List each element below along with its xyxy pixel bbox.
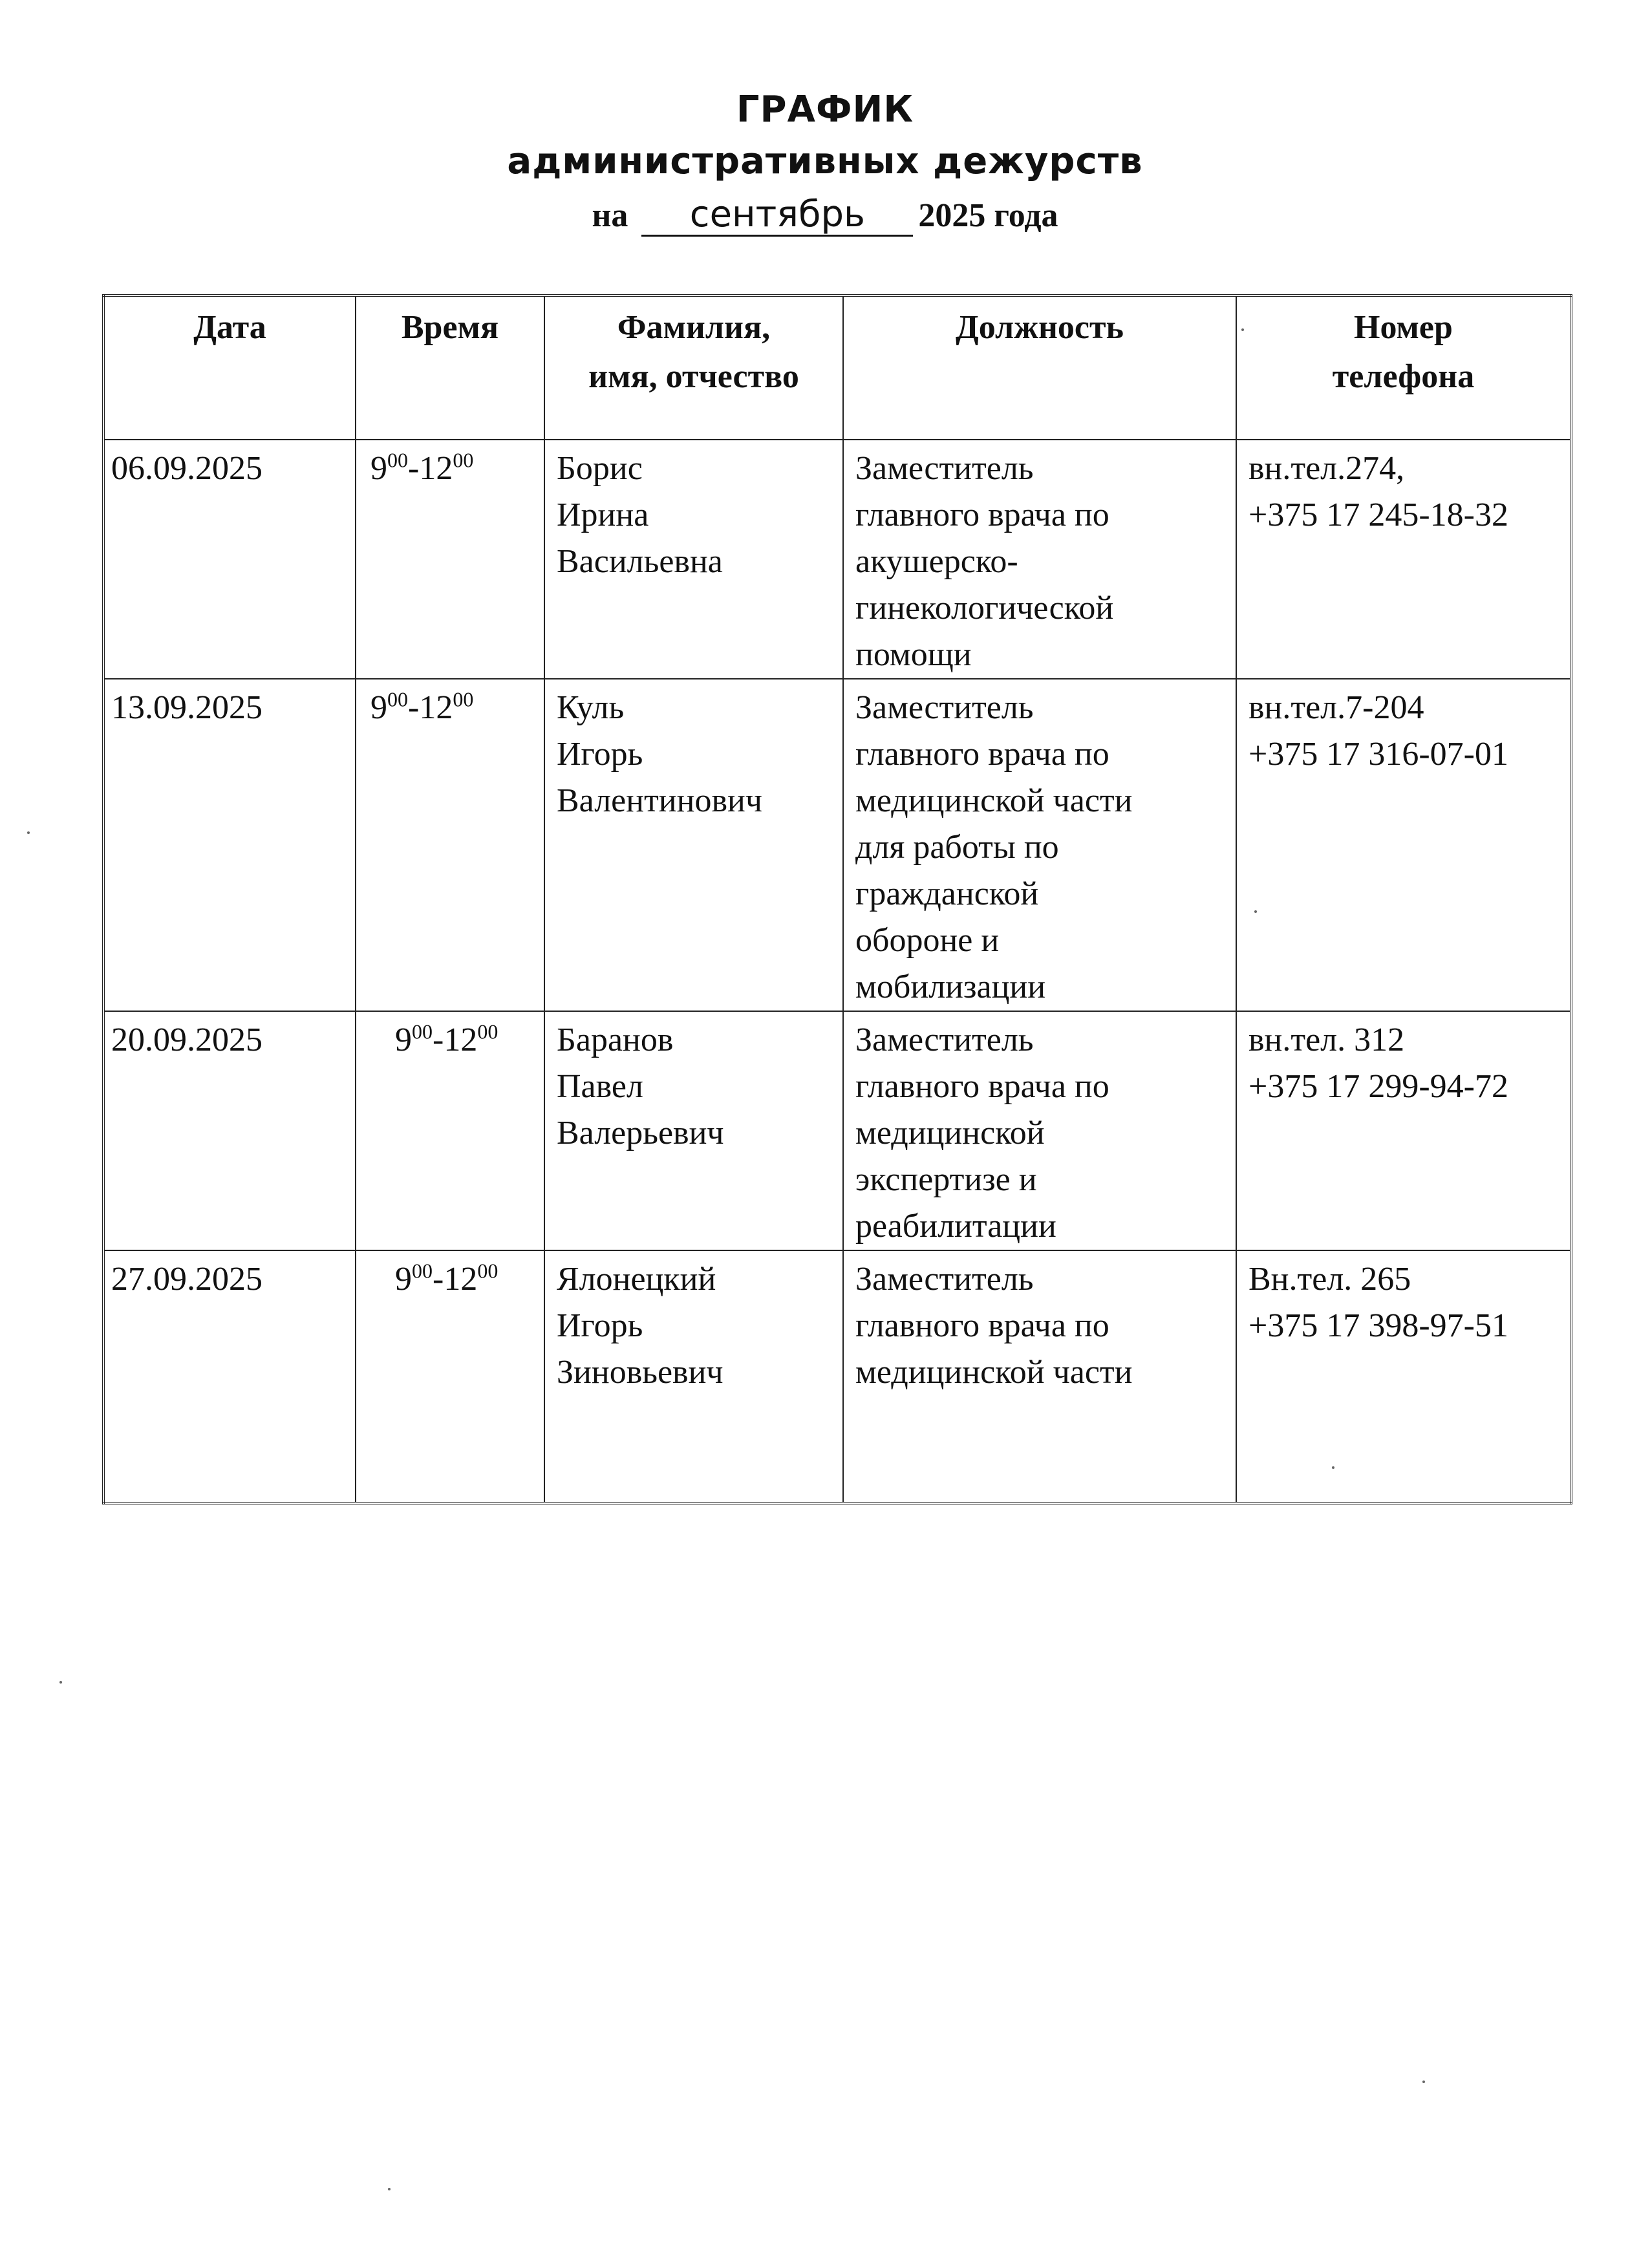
table-row — [103, 1250, 1571, 1503]
cell-date: 06.09.2025 — [103, 440, 356, 679]
cell-name: Ялонецкий Игорь Зиновьевич — [544, 1250, 843, 1503]
time-end-min: 00 — [477, 1259, 498, 1283]
document-heading — [0, 84, 1650, 242]
time-end-min: 00 — [453, 448, 474, 472]
period-line — [0, 190, 1650, 242]
cell-phone: вн.тел.274, +375 17 245-18-32 — [1236, 440, 1571, 679]
scan-speck — [27, 831, 30, 834]
cell-name: Баранов Павел Валерьевич — [544, 1011, 843, 1250]
cell-position: Заместитель главного врача по медицинской части — [843, 1250, 1236, 1503]
cell-phone: вн.тел.7-204 +375 17 316-07-01 — [1236, 679, 1571, 1011]
time-end-min: 00 — [477, 1020, 498, 1043]
time-start-hour: 9 — [370, 450, 387, 487]
time-end-hour: 12 — [444, 1261, 478, 1298]
cell-time: $9^{00}-12^{00}$ — [356, 440, 544, 679]
period-suffix: 2025 года — [918, 197, 1058, 234]
time-start-min: 00 — [387, 448, 408, 472]
cell-phone: Вн.тел. 265 +375 17 398-97-51 — [1236, 1250, 1571, 1503]
document-subtitle: административных дежурств — [507, 140, 1143, 182]
cell-time: $9^{00}-12^{00}$ — [356, 679, 544, 1011]
time-start-hour: 9 — [395, 1022, 412, 1058]
time-end-hour: 12 — [444, 1022, 478, 1058]
table-row — [103, 440, 1571, 679]
cell-phone: вн.тел. 312 +375 17 299-94-72 — [1236, 1011, 1571, 1250]
cell-position: Заместитель главного врача по акушерско- гинекологической помощи — [843, 440, 1236, 679]
time-end-hour: 12 — [419, 450, 453, 487]
time-start-min: 00 — [387, 687, 408, 711]
cell-time: $9^{00}-12^{00}$ — [356, 1250, 544, 1503]
document-title: ГРАФИК — [736, 89, 914, 131]
scan-speck — [1332, 1466, 1334, 1469]
cell-position: Заместитель главного врача по медицинской экспертизе и реабилитации — [843, 1011, 1236, 1250]
scan-speck — [1241, 328, 1244, 331]
column-header-position: Должность — [843, 295, 1236, 440]
column-header-date: Дата — [103, 295, 356, 440]
time-end-hour: 12 — [419, 689, 453, 726]
column-header-time: Время — [356, 295, 544, 440]
cell-date: 20.09.2025 — [103, 1011, 356, 1250]
time-start-min: 00 — [412, 1020, 433, 1043]
time-end-min: 00 — [453, 687, 474, 711]
cell-name: Борис Ирина Васильевна — [544, 440, 843, 679]
scan-speck — [1254, 910, 1257, 913]
cell-position: Заместитель главного врача по медицинской части для работы по гражданской обороне и мобилизации — [843, 679, 1236, 1011]
time-start-min: 00 — [412, 1259, 433, 1283]
cell-time: $9^{00}-12^{00}$ — [356, 1011, 544, 1250]
table-row — [103, 1011, 1571, 1250]
period-prefix: на — [592, 197, 628, 234]
table-row — [103, 679, 1571, 1011]
duty-schedule-table — [102, 294, 1572, 1504]
scan-speck — [59, 1681, 62, 1684]
cell-date: 13.09.2025 — [103, 679, 356, 1011]
table-header-row — [103, 295, 1571, 440]
period-month: сентябрь — [641, 195, 913, 237]
time-start-hour: 9 — [395, 1261, 412, 1298]
cell-date: 27.09.2025 — [103, 1250, 356, 1503]
column-header-name: Фамилия, имя, отчество — [544, 295, 843, 440]
scan-speck — [388, 2188, 391, 2190]
column-header-phone: Номер телефона — [1236, 295, 1571, 440]
scan-speck — [1422, 2081, 1425, 2083]
time-start-hour: 9 — [370, 689, 387, 726]
cell-name: Куль Игорь Валентинович — [544, 679, 843, 1011]
